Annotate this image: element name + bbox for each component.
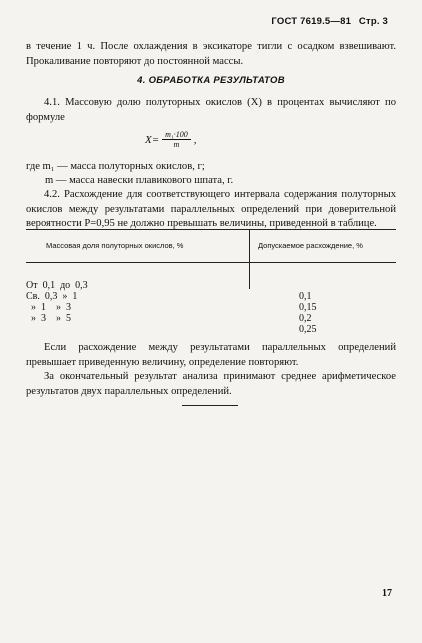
formula (145, 130, 196, 149)
table-header-tolerance: Допускаемое расхождение, % (258, 241, 363, 250)
standard-number: ГОСТ 7619.5—81 (271, 16, 352, 27)
formula-tail: , (193, 133, 197, 146)
page-label: Стр. 3 (358, 16, 388, 27)
tolerance-cell: 0,15 (299, 302, 317, 313)
tolerance-cell: 0,25 (299, 324, 317, 335)
formula-lhs: X= (145, 133, 160, 146)
tolerance-cell: 0,2 (299, 313, 312, 324)
where-line-1: где m₁ — масса полуторных окислов, г; (26, 161, 205, 172)
where-line-2: m — масса навески плавикового шпата, г. (45, 175, 234, 186)
paragraph-final: За окончательный результат анализа принимают среднее арифметическое результатов двух параллельных определений. (26, 371, 396, 397)
formula-fraction (162, 130, 191, 149)
intro-paragraph: в течение 1 ч. После охлаждения в эксикаторе тигли с осадком взвешивают. Прокаливание повторяют до постоянной массы. (26, 41, 396, 67)
range-cell: От 0,1 до 0,3 (26, 280, 88, 291)
range-cell: Св. 0,3 » 1 (26, 291, 78, 302)
page-number: 17 (382, 588, 392, 599)
page-header (266, 16, 388, 27)
tolerance-table (26, 229, 396, 333)
table-column-divider (249, 229, 250, 289)
paragraph-4-1: 4.1. Массовую долю полуторных окислов (X) в процентах вычисляют по формуле (26, 97, 396, 123)
formula-numerator: m₁·100 (162, 130, 191, 140)
tolerance-cell: 0,1 (299, 291, 312, 302)
paragraph-after-table: Если расхождение между результатами параллельных определений превышает приведенную величину, определение повторяют. (26, 342, 396, 368)
paragraph-4-2: 4.2. Расхождение для соответствующего интервала содержания полуторных окислов между результатами параллельных определений при доверительной вероятности P=0,95 не должно превышать величины, приведенной в таблице. (26, 189, 396, 229)
range-cell: » 3 » 5 (26, 313, 71, 324)
table-top-rule (26, 229, 396, 230)
end-rule (182, 405, 238, 406)
range-cell: » 1 » 3 (26, 302, 71, 313)
formula-denominator: m (173, 140, 180, 149)
section-title: 4. ОБРАБОТКА РЕЗУЛЬТАТОВ (137, 75, 285, 86)
table-header-content: Массовая доля полуторных окислов, % (46, 241, 184, 250)
table-header-rule (26, 262, 396, 263)
